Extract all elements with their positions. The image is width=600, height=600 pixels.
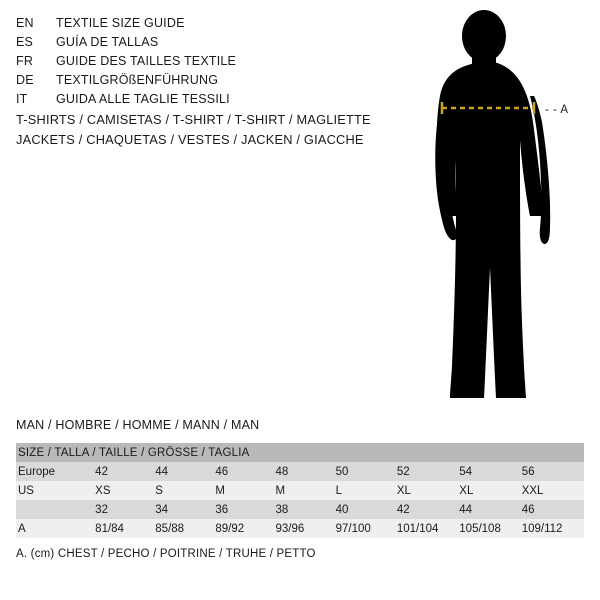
category-tshirts: T-SHIRTS / CAMISETAS / T-SHIRT / T-SHIRT / MAGLIETTE — [16, 112, 371, 127]
cell-usnum-7: 46 — [522, 500, 584, 519]
language-code-de: DE — [16, 73, 34, 87]
language-code-en: EN — [16, 16, 34, 30]
cell-us-1: S — [155, 481, 215, 500]
cell-a-0: 81/84 — [95, 519, 155, 538]
language-text-en: TEXTILE SIZE GUIDE — [56, 16, 185, 30]
language-row-es — [16, 35, 396, 54]
row-label-a: A — [16, 519, 95, 538]
cell-a-3: 93/96 — [276, 519, 336, 538]
cell-europe-3: 48 — [276, 462, 336, 481]
language-text-es: GUÍA DE TALLAS — [56, 35, 159, 49]
language-text-it: GUIDA ALLE TAGLIE TESSILI — [56, 92, 230, 106]
cell-europe-7: 56 — [522, 462, 584, 481]
size-table — [16, 443, 584, 538]
cell-us-6: XL — [459, 481, 521, 500]
male-silhouette-illustration — [398, 10, 588, 410]
language-row-en — [16, 16, 396, 35]
table-row — [16, 500, 584, 519]
chest-measure-label — [545, 104, 569, 116]
category-jackets: JACKETS / CHAQUETAS / VESTES / JACKEN / GIACCHE — [16, 132, 364, 147]
language-text-de: TEXTILGRÖßENFÜHRUNG — [56, 73, 219, 87]
cell-europe-6: 54 — [459, 462, 521, 481]
language-code-es: ES — [16, 35, 34, 49]
language-code-it: IT — [16, 92, 28, 106]
cell-usnum-5: 42 — [397, 500, 459, 519]
measure-dash: - - — [545, 104, 558, 116]
cell-europe-1: 44 — [155, 462, 215, 481]
cell-europe-4: 50 — [336, 462, 397, 481]
cell-a-6: 105/108 — [459, 519, 521, 538]
language-code-fr: FR — [16, 54, 34, 68]
cell-usnum-2: 36 — [215, 500, 275, 519]
row-label-us-numeric — [16, 500, 95, 519]
cell-europe-0: 42 — [95, 462, 155, 481]
cell-usnum-3: 38 — [276, 500, 336, 519]
language-text-fr: GUIDE DES TAILLES TEXTILE — [56, 54, 237, 68]
cell-a-4: 97/100 — [336, 519, 397, 538]
table-row — [16, 481, 584, 500]
table-footnote: A. (cm) CHEST / PECHO / POITRINE / TRUHE / PETTO — [16, 548, 316, 560]
language-row-de — [16, 73, 396, 92]
cell-a-2: 89/92 — [215, 519, 275, 538]
table-row — [16, 519, 584, 538]
row-label-europe: Europe — [16, 462, 95, 481]
language-row-fr — [16, 54, 396, 73]
cell-usnum-0: 32 — [95, 500, 155, 519]
cell-a-7: 109/112 — [522, 519, 584, 538]
cell-usnum-6: 44 — [459, 500, 521, 519]
cell-usnum-4: 40 — [336, 500, 397, 519]
table-header-row — [16, 443, 584, 462]
cell-us-7: XXL — [522, 481, 584, 500]
table-header-label: SIZE / TALLA / TAILLE / GRÖSSE / TAGLIA — [16, 443, 584, 462]
cell-us-3: M — [276, 481, 336, 500]
category-list — [16, 110, 436, 150]
cell-a-1: 85/88 — [155, 519, 215, 538]
cell-us-2: M — [215, 481, 275, 500]
row-label-us: US — [16, 481, 95, 500]
cell-usnum-1: 34 — [155, 500, 215, 519]
cell-us-0: XS — [95, 481, 155, 500]
table-row — [16, 462, 584, 481]
cell-europe-2: 46 — [215, 462, 275, 481]
cell-a-5: 101/104 — [397, 519, 459, 538]
silhouette-shape — [435, 10, 550, 398]
cell-us-4: L — [336, 481, 397, 500]
table-title: MAN / HOMBRE / HOMME / MANN / MAN — [16, 418, 260, 432]
measure-letter: A — [560, 104, 569, 116]
language-row-it — [16, 92, 396, 111]
cell-europe-5: 52 — [397, 462, 459, 481]
cell-us-5: XL — [397, 481, 459, 500]
language-list — [16, 16, 396, 111]
